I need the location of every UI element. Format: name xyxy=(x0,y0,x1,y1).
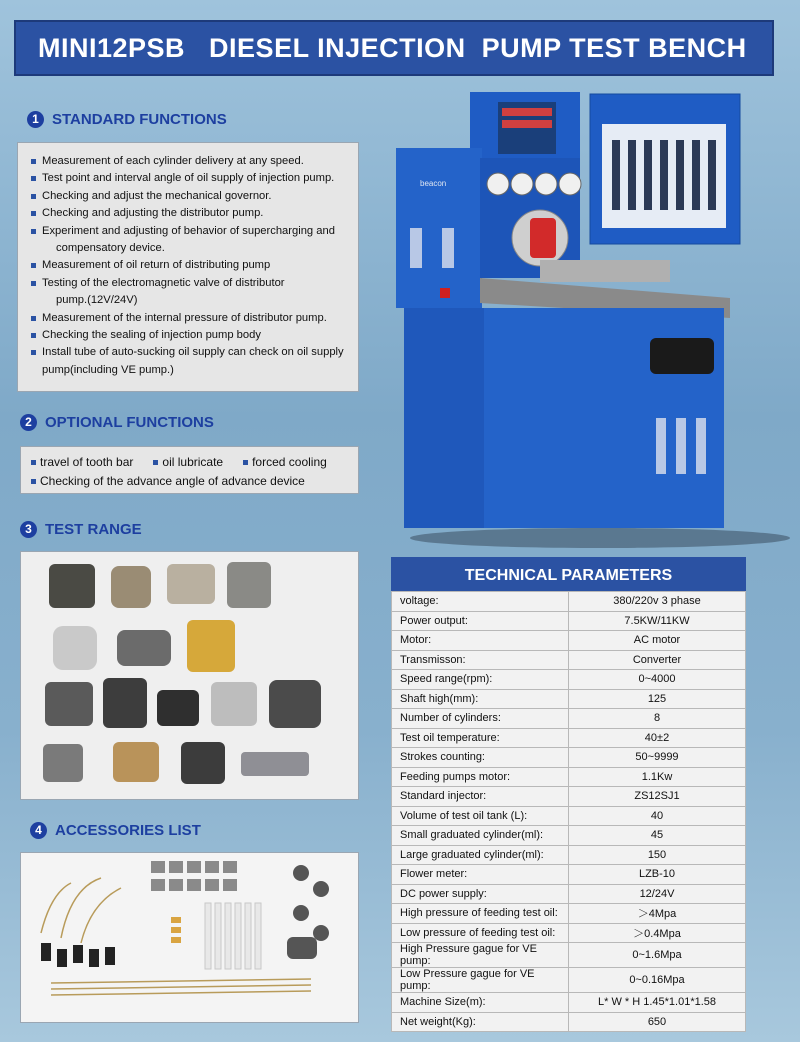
param-value: ＞4Mpa xyxy=(569,904,746,924)
section-standard-heading xyxy=(27,111,227,128)
param-label: Machine Size(m): xyxy=(392,993,569,1013)
table-row xyxy=(392,670,746,690)
param-value: Converter xyxy=(569,650,746,670)
brand-logo: beacon xyxy=(420,179,447,188)
param-label: Strokes counting: xyxy=(392,748,569,768)
section-number: 2 xyxy=(20,414,37,431)
list-item: Experiment and adjusting of behavior of supercharging and compensatory device. xyxy=(28,223,350,258)
list-item: Test point and interval angle of oil supply of injection pump. xyxy=(28,170,350,187)
section-title: ACCESSORIES LIST xyxy=(55,822,201,839)
param-label: Test oil temperature: xyxy=(392,728,569,748)
optional-item: oil lubricate xyxy=(153,453,223,472)
param-value: 1.1Kw xyxy=(569,767,746,787)
table-row xyxy=(392,787,746,807)
list-item: Install tube of auto-sucking oil supply can check on oil supply pump(including VE pump.) xyxy=(28,344,350,379)
table-row xyxy=(392,631,746,651)
param-label: voltage: xyxy=(392,592,569,612)
table-row xyxy=(392,826,746,846)
test-range-panel xyxy=(20,551,359,800)
table-row xyxy=(392,689,746,709)
table-row xyxy=(392,845,746,865)
section-number: 3 xyxy=(20,521,37,538)
table-row xyxy=(392,748,746,768)
param-value: 12/24V xyxy=(569,884,746,904)
table-row xyxy=(392,806,746,826)
section-title: TEST RANGE xyxy=(45,521,142,538)
param-label: Volume of test oil tank (L): xyxy=(392,806,569,826)
param-label: Number of cylinders: xyxy=(392,709,569,729)
param-label: Shaft high(mm): xyxy=(392,689,569,709)
section-number: 1 xyxy=(27,111,44,128)
page-title: MINI12PSB DIESEL INJECTION PUMP TEST BENCH xyxy=(14,20,774,76)
param-value: 7.5KW/11KW xyxy=(569,611,746,631)
param-value: L* W * H 1.45*1.01*1.58 xyxy=(569,993,746,1013)
optional-item: forced cooling xyxy=(243,453,327,472)
table-row xyxy=(392,968,746,993)
accessories-image xyxy=(21,853,358,1022)
param-value: 150 xyxy=(569,845,746,865)
param-label: Small graduated cylinder(ml): xyxy=(392,826,569,846)
param-label: Low pressure of feeding test oil: xyxy=(392,923,569,943)
section-optional-heading xyxy=(20,414,214,431)
standard-functions-panel xyxy=(17,142,359,392)
param-label: Power output: xyxy=(392,611,569,631)
optional-item: travel of tooth bar xyxy=(31,453,133,472)
table-row xyxy=(392,767,746,787)
section-title: OPTIONAL FUNCTIONS xyxy=(45,414,214,431)
table-row xyxy=(392,993,746,1013)
section-number: 4 xyxy=(30,822,47,839)
param-value: 40±2 xyxy=(569,728,746,748)
param-value: 380/220v 3 phase xyxy=(569,592,746,612)
table-row xyxy=(392,943,746,968)
list-item: Measurement of the internal pressure of distributor pump. xyxy=(28,310,350,327)
param-value: ＞0.4Mpa xyxy=(569,923,746,943)
param-label: Net weight(Kg): xyxy=(392,1012,569,1032)
optional-item: Checking of the advance angle of advance device xyxy=(31,472,305,491)
param-value: 0~1.6Mpa xyxy=(569,943,746,968)
section-accessories-heading xyxy=(30,822,201,839)
param-value: ZS12SJ1 xyxy=(569,787,746,807)
param-label: High Pressure gague for VE pump: xyxy=(392,943,569,968)
table-row xyxy=(392,611,746,631)
list-item: Measurement of oil return of distributing pump xyxy=(28,257,350,274)
list-item: Checking and adjust the mechanical governor. xyxy=(28,188,350,205)
param-label: Flower meter: xyxy=(392,865,569,885)
param-label: Standard injector: xyxy=(392,787,569,807)
table-row xyxy=(392,865,746,885)
param-value: 0~4000 xyxy=(569,670,746,690)
param-value: 50~9999 xyxy=(569,748,746,768)
table-row xyxy=(392,923,746,943)
param-value: LZB-10 xyxy=(569,865,746,885)
param-label: DC power supply: xyxy=(392,884,569,904)
param-label: Low Pressure gague for VE pump: xyxy=(392,968,569,993)
param-label: Large graduated cylinder(ml): xyxy=(392,845,569,865)
table-row xyxy=(392,709,746,729)
section-title: STANDARD FUNCTIONS xyxy=(52,111,227,128)
param-label: Transmisson: xyxy=(392,650,569,670)
param-value: AC motor xyxy=(569,631,746,651)
list-item: Testing of the electromagnetic valve of distributor pump.(12V/24V) xyxy=(28,275,350,310)
param-value: 8 xyxy=(569,709,746,729)
table-row xyxy=(392,592,746,612)
accessories-panel xyxy=(20,852,359,1023)
tech-params-heading: TECHNICAL PARAMETERS xyxy=(391,557,746,591)
param-value: 40 xyxy=(569,806,746,826)
list-item: Checking and adjusting the distributor pump. xyxy=(28,205,350,222)
standard-functions-list xyxy=(18,143,358,385)
section-test-range-heading xyxy=(20,521,142,538)
param-label: Feeding pumps motor: xyxy=(392,767,569,787)
list-item: Measurement of each cylinder delivery at any speed. xyxy=(28,153,350,170)
optional-functions-panel xyxy=(20,446,359,494)
param-label: Motor: xyxy=(392,631,569,651)
table-row xyxy=(392,1012,746,1032)
param-value: 45 xyxy=(569,826,746,846)
test-bench-image xyxy=(380,88,792,548)
param-value: 125 xyxy=(569,689,746,709)
table-row xyxy=(392,728,746,748)
table-row xyxy=(392,650,746,670)
param-label: High pressure of feeding test oil: xyxy=(392,904,569,924)
tech-params-table xyxy=(391,591,746,1032)
list-item: Checking the sealing of injection pump body xyxy=(28,327,350,344)
table-row xyxy=(392,884,746,904)
param-value: 0~0.16Mpa xyxy=(569,968,746,993)
table-row xyxy=(392,904,746,924)
pump-gallery-image xyxy=(21,552,358,799)
param-value: 650 xyxy=(569,1012,746,1032)
param-label: Speed range(rpm): xyxy=(392,670,569,690)
